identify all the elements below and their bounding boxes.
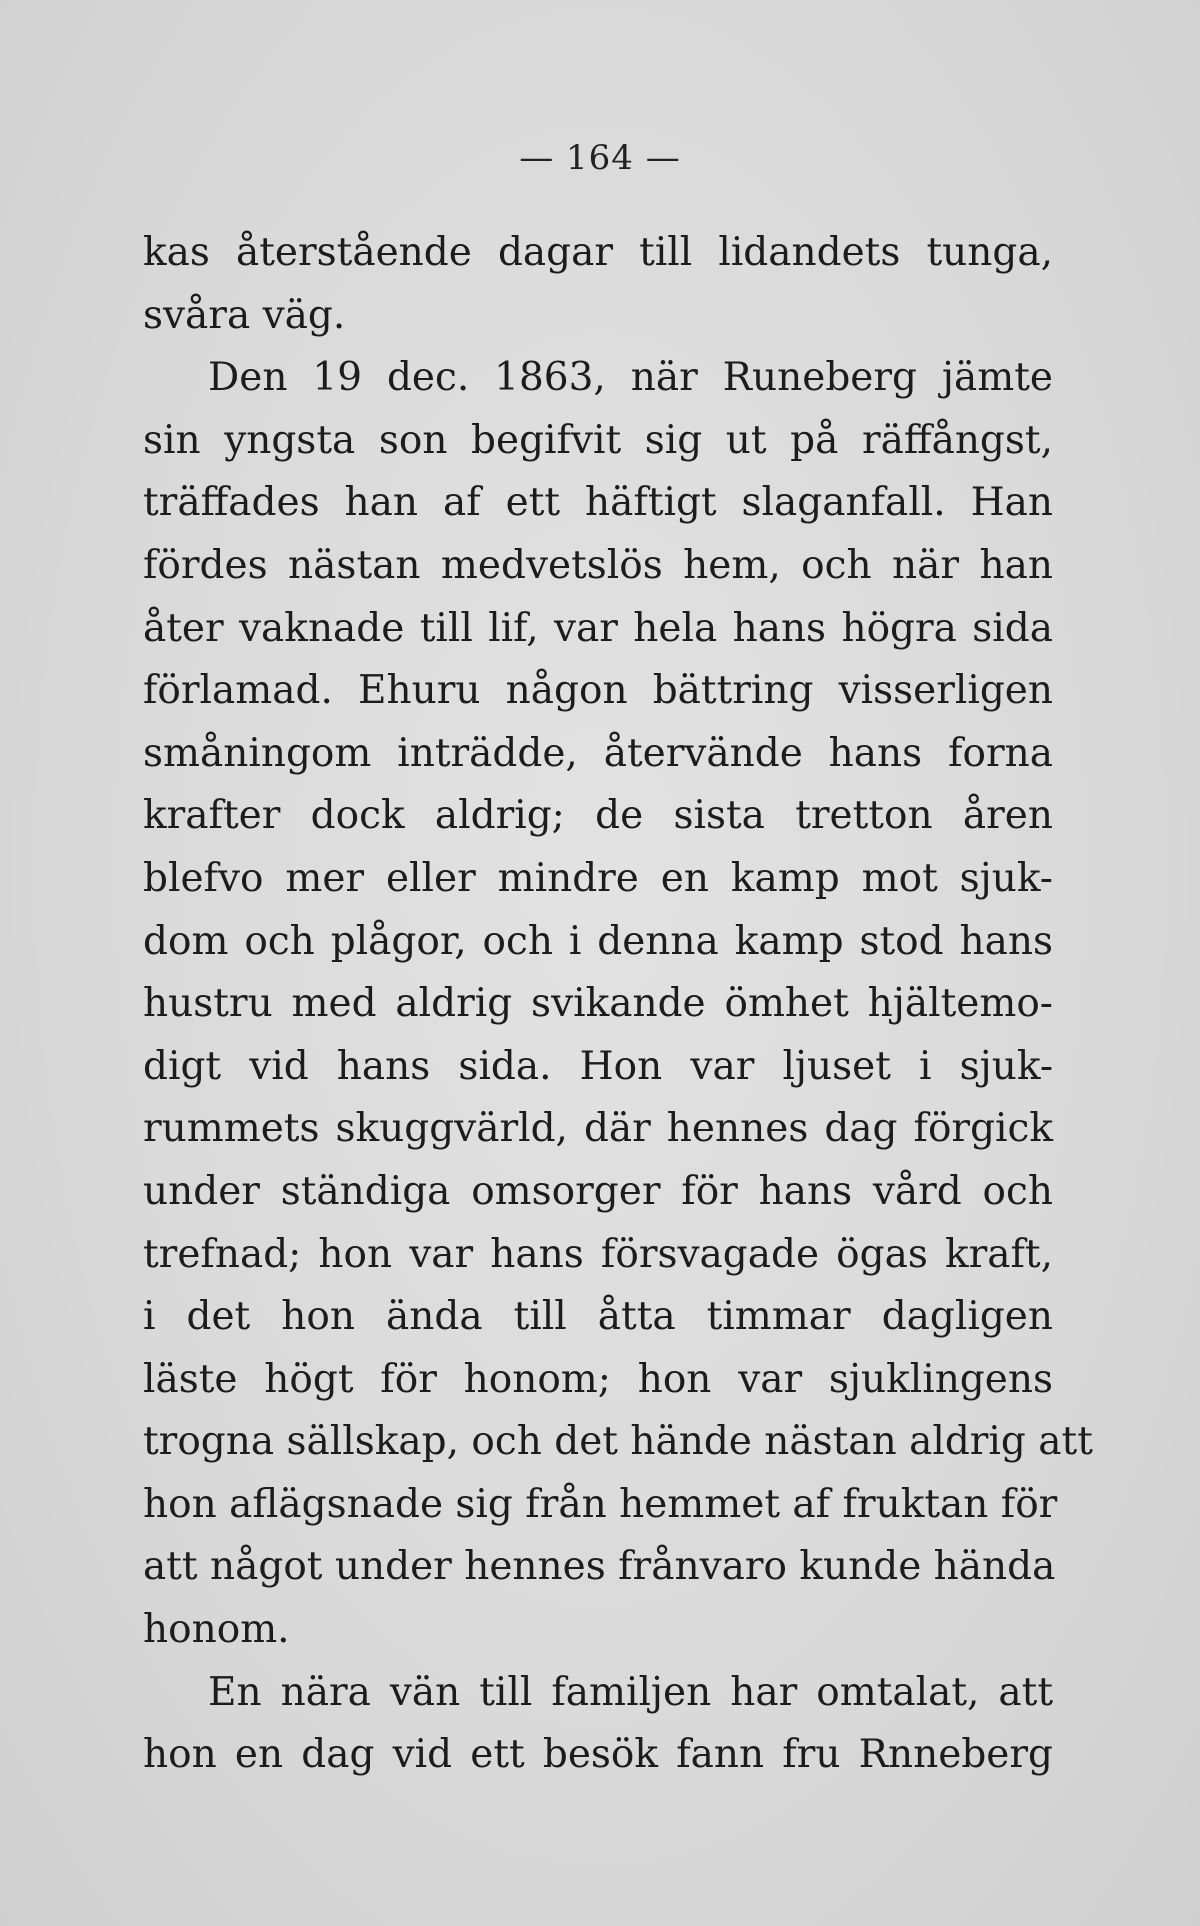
text-line: trogna sällskap, och det hände nästan aldrig att: [143, 1419, 1093, 1465]
text-line: att något under hennes frånvaro kunde hända: [143, 1544, 1056, 1590]
text-line: småningom inträdde, återvände hans forna: [143, 730, 1053, 776]
text-line: i det hon ända till åtta timmar dagligen: [143, 1294, 1053, 1340]
text-line: åter vaknade till lif, var hela hans högra sida: [143, 605, 1053, 651]
text-line: läste högt för honom; hon var sjuklingens: [143, 1356, 1053, 1402]
page-number: — 164 —: [519, 138, 681, 178]
body-text: [143, 222, 1093, 1787]
text-line: blefvo mer eller mindre en kamp mot sjuk-: [143, 855, 1053, 901]
text-line: sin yngsta son begifvit sig ut på räffångst,: [143, 417, 1053, 463]
text-line: rummets skuggvärld, där hennes dag förgick: [143, 1106, 1053, 1152]
text-line: krafter dock aldrig; de sista tretton åren: [143, 793, 1053, 839]
text-line: trefnad; hon var hans försvagade ögas kraft,: [143, 1231, 1053, 1277]
text-line: digt vid hans sida. Hon var ljuset i sjuk-: [143, 1043, 1053, 1089]
text-line: träffades han af ett häftigt slaganfall. Han: [143, 480, 1053, 526]
text-line: kas återstående dagar till lidandets tunga,: [143, 230, 1053, 275]
text-line: förlamad. Ehuru någon bättring visserligen: [143, 668, 1053, 714]
text-line: honom.: [143, 1607, 290, 1653]
text-line: svåra väg.: [143, 292, 346, 338]
text-line: hon en dag vid ett besök fann fru Rnneberg: [143, 1732, 1053, 1778]
text-line: hon aflägsnade sig från hemmet af fruktan för: [143, 1481, 1058, 1527]
paragraph-start-line: Den 19 dec. 1863, när Runeberg jämte: [208, 355, 1053, 401]
text-line: fördes nästan medvetslös hem, och när han: [143, 542, 1053, 588]
text-line: dom och plågor, och i denna kamp stod hans: [143, 918, 1053, 964]
text-line: under ständiga omsorger för hans vård och: [143, 1168, 1053, 1214]
paragraph-start-line: En nära vän till familjen har omtalat, att: [208, 1669, 1053, 1715]
text-line: hustru med aldrig svikande ömhet hjältemo-: [143, 981, 1053, 1027]
